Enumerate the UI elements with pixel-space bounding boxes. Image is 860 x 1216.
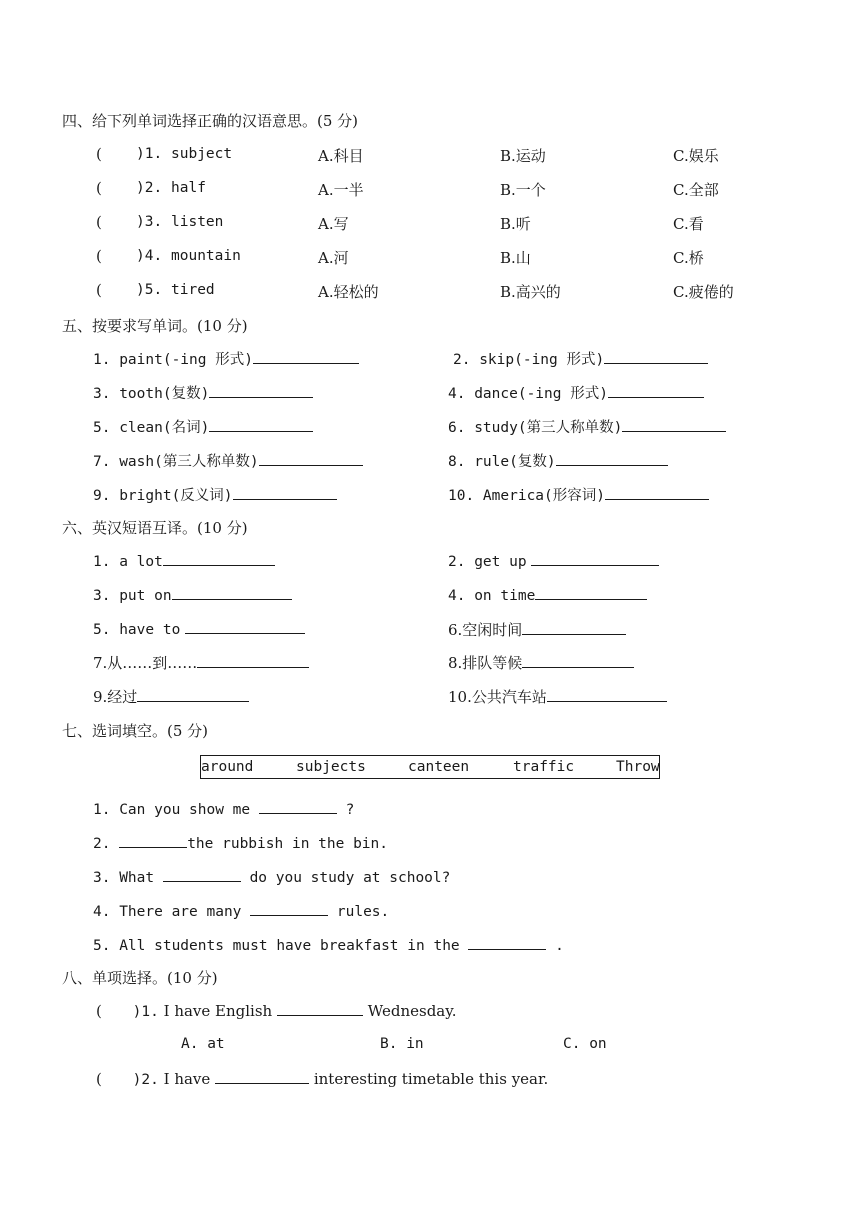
s7-text: rules. — [336, 904, 390, 920]
answer-blank[interactable] — [604, 349, 708, 364]
s7-text: . — [555, 938, 564, 954]
s6-prompt: 7.从……到…… — [93, 654, 198, 672]
s4-option-c: C.疲倦的 — [673, 283, 734, 301]
word-bank-box — [200, 755, 660, 779]
s5-prompt: 7. wash(第三人称单数) — [93, 454, 259, 470]
answer-blank[interactable] — [233, 485, 337, 500]
answer-blank[interactable] — [215, 1069, 309, 1084]
s4-option-b: B.山 — [500, 249, 531, 267]
s6-prompt: 1. a lot — [93, 554, 163, 570]
s4-option-a: A.写 — [318, 215, 349, 233]
s4-option-a: A.科目 — [318, 147, 364, 165]
s4-option-c: C.全部 — [673, 181, 719, 199]
answer-blank[interactable] — [253, 349, 359, 364]
s4-option-c: C.桥 — [673, 249, 704, 267]
s4-option-a: A.轻松的 — [318, 283, 379, 301]
s5-item — [93, 484, 337, 505]
word-bank-item: around — [201, 759, 254, 775]
s7-item — [93, 935, 564, 954]
s7-text: 2. — [93, 836, 111, 852]
answer-blank[interactable] — [522, 653, 634, 668]
s8-q1 — [96, 1001, 457, 1020]
s6-item — [93, 686, 249, 707]
s7-text: the rubbish in the bin. — [187, 836, 388, 852]
s5-item — [93, 416, 313, 437]
s8-option-b: B. in — [380, 1036, 424, 1052]
s8-text: I have — [163, 1070, 211, 1088]
s6-item — [448, 585, 647, 604]
s5-prompt: 1. paint(-ing 形式) — [93, 352, 253, 368]
s6-item — [93, 585, 292, 604]
s5-prompt: 9. bright(反义词) — [93, 488, 233, 504]
s6-item — [93, 652, 309, 673]
s7-text: 1. Can you show me — [93, 802, 251, 818]
answer-paren[interactable]: ( — [96, 145, 102, 163]
s5-item — [448, 450, 668, 471]
word-bank-item: subjects — [296, 759, 366, 775]
answer-blank[interactable] — [547, 687, 667, 702]
answer-blank[interactable] — [163, 867, 241, 882]
answer-paren[interactable]: ( — [96, 179, 102, 197]
s6-prompt: 8.排队等候 — [448, 654, 523, 672]
answer-blank[interactable] — [556, 451, 668, 466]
section-5-title: 五、按要求写单词。(10 分) — [62, 317, 248, 335]
s7-item — [93, 833, 388, 852]
s4-word: mountain — [171, 248, 241, 264]
answer-paren[interactable]: ( — [96, 247, 102, 265]
s6-prompt: 3. put on — [93, 588, 172, 604]
s4-option-b: B.听 — [500, 215, 531, 233]
s7-text: ? — [345, 802, 355, 818]
s5-item — [93, 382, 313, 403]
section-8-title: 八、单项选择。(10 分) — [62, 969, 218, 987]
answer-blank[interactable] — [608, 383, 704, 398]
s4-option-a: A.河 — [318, 249, 349, 267]
section-7-title: 七、选词填空。(5 分) — [62, 722, 209, 740]
s7-item — [93, 799, 354, 818]
s5-prompt: 6. study(第三人称单数) — [448, 420, 623, 436]
s5-prompt: 10. America(形容词) — [448, 488, 605, 504]
answer-paren[interactable]: ( — [96, 213, 102, 231]
answer-blank[interactable] — [250, 901, 328, 916]
s5-item — [453, 348, 708, 369]
s4-option-b: B.运动 — [500, 147, 546, 165]
answer-paren[interactable]: ( — [96, 1002, 102, 1020]
s5-prompt: 2. skip(-ing 形式) — [453, 352, 605, 368]
word-bank-item: Throw — [616, 759, 660, 775]
answer-blank[interactable] — [163, 551, 275, 566]
section-4-title: 四、给下列单词选择正确的汉语意思。(5 分) — [62, 112, 359, 130]
s4-num: )4. — [136, 248, 163, 264]
s6-item — [448, 551, 659, 570]
s4-word: listen — [171, 214, 224, 230]
s6-item — [448, 686, 667, 707]
s4-option-a: A.一半 — [318, 181, 364, 199]
s8-q2 — [96, 1069, 548, 1088]
answer-blank[interactable] — [185, 619, 305, 634]
word-bank-item: traffic — [513, 759, 575, 775]
answer-blank[interactable] — [531, 551, 659, 566]
s4-num: )2. — [136, 180, 163, 196]
answer-blank[interactable] — [522, 620, 626, 635]
s8-num: )1. — [132, 1004, 159, 1020]
section-6-title: 六、英汉短语互译。(10 分) — [62, 519, 248, 537]
answer-blank[interactable] — [197, 653, 309, 668]
answer-blank[interactable] — [468, 935, 546, 950]
answer-paren[interactable]: ( — [96, 281, 102, 299]
s8-text: I have English — [163, 1002, 273, 1020]
answer-blank[interactable] — [209, 383, 313, 398]
s4-word: half — [171, 180, 206, 196]
s5-prompt: 5. clean(名词) — [93, 420, 210, 436]
s4-num: )5. — [136, 282, 163, 298]
answer-blank[interactable] — [622, 417, 726, 432]
s7-text: 3. What — [93, 870, 155, 886]
answer-blank[interactable] — [535, 585, 647, 600]
s6-prompt: 6.空闲时间 — [448, 621, 523, 639]
s6-prompt: 9.经过 — [93, 688, 138, 706]
s4-num: )1. — [136, 146, 163, 162]
s6-item — [448, 652, 634, 673]
s4-word: subject — [171, 146, 233, 162]
s8-option-c: C. on — [563, 1036, 607, 1052]
answer-blank[interactable] — [605, 485, 709, 500]
answer-blank[interactable] — [119, 833, 187, 848]
s4-option-b: B.一个 — [500, 181, 546, 199]
s7-item — [93, 901, 389, 920]
s6-prompt: 10.公共汽车站 — [448, 688, 547, 706]
s5-item — [448, 416, 726, 437]
s4-option-b: B.高兴的 — [500, 283, 561, 301]
s5-prompt: 3. tooth(复数) — [93, 386, 210, 402]
answer-blank[interactable] — [209, 417, 313, 432]
s4-option-c: C.娱乐 — [673, 147, 719, 165]
s7-text: 5. All students must have breakfast in the — [93, 938, 460, 954]
answer-blank[interactable] — [172, 585, 292, 600]
s4-num: )3. — [136, 214, 163, 230]
s8-option-a: A. at — [181, 1036, 225, 1052]
s5-item — [93, 450, 363, 471]
s8-text: Wednesday. — [367, 1002, 457, 1020]
s5-item — [448, 382, 704, 403]
s5-item — [93, 348, 359, 369]
s4-option-c: C.看 — [673, 215, 704, 233]
answer-blank[interactable] — [259, 451, 363, 466]
s5-item — [448, 484, 709, 505]
answer-paren[interactable]: ( — [96, 1070, 102, 1088]
s7-text: do you study at school? — [249, 870, 451, 886]
word-bank-item: canteen — [408, 759, 470, 775]
answer-blank[interactable] — [277, 1001, 363, 1016]
s5-prompt: 4. dance(-ing 形式) — [448, 386, 608, 402]
s6-prompt: 4. on time — [448, 588, 536, 604]
s6-prompt: 2. get up — [448, 554, 527, 570]
s6-item — [93, 619, 305, 638]
s4-word: tired — [171, 282, 215, 298]
s8-text: interesting timetable this year. — [313, 1070, 549, 1088]
s7-item — [93, 867, 450, 886]
s6-item — [93, 551, 275, 570]
s6-prompt: 5. have to — [93, 622, 181, 638]
answer-blank[interactable] — [259, 799, 337, 814]
answer-blank[interactable] — [137, 687, 249, 702]
s6-item — [448, 619, 626, 640]
s7-text: 4. There are many — [93, 904, 242, 920]
s5-prompt: 8. rule(复数) — [448, 454, 556, 470]
s8-num: )2. — [132, 1072, 159, 1088]
